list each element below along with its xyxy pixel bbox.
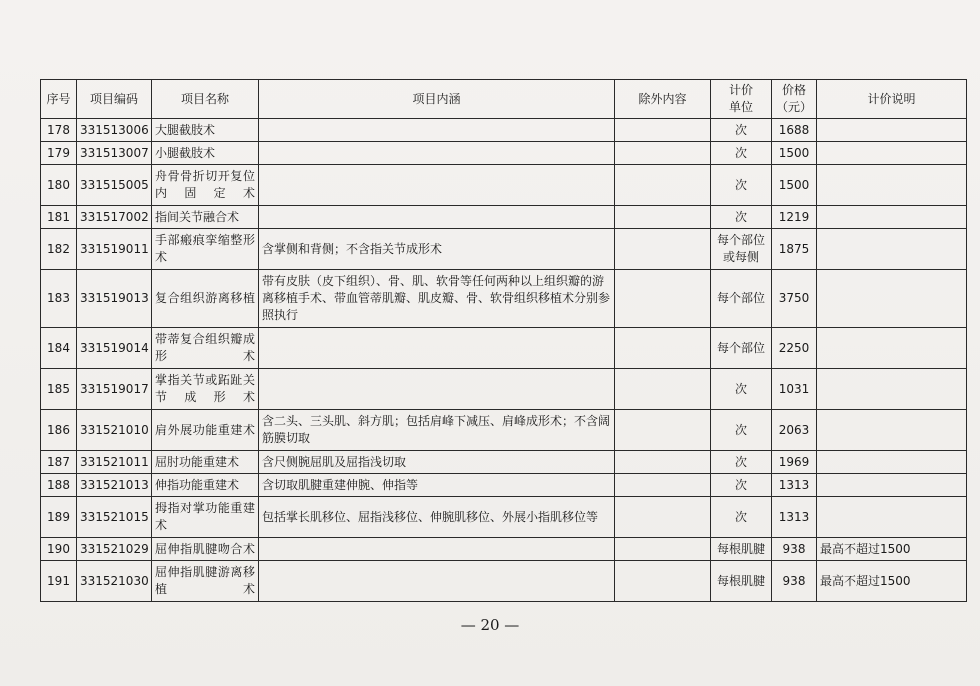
row-code: 331519011 [77, 229, 152, 270]
row-note [817, 328, 967, 369]
row-note [817, 165, 967, 206]
row-seq: 189 [41, 497, 77, 538]
row-content: 带有皮肤（皮下组织）、骨、肌、软骨等任何两种以上组织瓣的游离移植手术、带血管蒂肌瓣、肌皮瓣、骨、软骨组织移植术分别参照执行 [259, 270, 615, 328]
table-row [41, 369, 967, 410]
row-except [615, 451, 711, 474]
row-content [259, 538, 615, 561]
header-unit: 计价 单位 [711, 80, 772, 119]
row-note [817, 369, 967, 410]
row-code: 331513007 [77, 142, 152, 165]
row-note [817, 451, 967, 474]
row-price: 2250 [772, 328, 817, 369]
row-seq: 190 [41, 538, 77, 561]
row-name: 舟骨骨折切开复位内固定术 [152, 165, 259, 206]
row-name: 伸指功能重建术 [152, 474, 259, 497]
row-unit: 每根肌腱 [711, 561, 772, 602]
row-content: 包括掌长肌移位、屈指浅移位、伸腕肌移位、外展小指肌移位等 [259, 497, 615, 538]
row-note [817, 206, 967, 229]
row-except [615, 369, 711, 410]
header-code: 项目编码 [77, 80, 152, 119]
row-price: 1313 [772, 474, 817, 497]
row-price: 938 [772, 538, 817, 561]
row-seq: 186 [41, 410, 77, 451]
row-unit: 每个部位或每侧 [711, 229, 772, 270]
row-content [259, 328, 615, 369]
header-content: 项目内涵 [259, 80, 615, 119]
row-unit: 次 [711, 369, 772, 410]
row-unit: 次 [711, 119, 772, 142]
table-row [41, 410, 967, 451]
row-content: 含切取肌腱重建伸腕、伸指等 [259, 474, 615, 497]
header-except: 除外内容 [615, 80, 711, 119]
row-note [817, 410, 967, 451]
table-row [41, 165, 967, 206]
header-note: 计价说明 [817, 80, 967, 119]
row-note [817, 119, 967, 142]
row-unit: 次 [711, 474, 772, 497]
row-code: 331521029 [77, 538, 152, 561]
row-content [259, 369, 615, 410]
row-seq: 188 [41, 474, 77, 497]
price-table [40, 79, 967, 602]
row-name: 带蒂复合组织瓣成形术 [152, 328, 259, 369]
row-except [615, 497, 711, 538]
row-note [817, 497, 967, 538]
row-unit: 次 [711, 497, 772, 538]
row-seq: 180 [41, 165, 77, 206]
row-except [615, 328, 711, 369]
table-row [41, 270, 967, 328]
row-note [817, 229, 967, 270]
row-content [259, 119, 615, 142]
row-note: 最高不超过1500 [817, 561, 967, 602]
row-name: 指间关节融合术 [152, 206, 259, 229]
row-price: 938 [772, 561, 817, 602]
row-seq: 181 [41, 206, 77, 229]
row-seq: 178 [41, 119, 77, 142]
table-row [41, 451, 967, 474]
row-price: 1313 [772, 497, 817, 538]
row-except [615, 165, 711, 206]
row-unit: 次 [711, 165, 772, 206]
row-content: 含掌侧和背侧；不含指关节成形术 [259, 229, 615, 270]
row-price: 1969 [772, 451, 817, 474]
row-price: 1500 [772, 142, 817, 165]
row-name: 掌指关节或跖趾关节成形术 [152, 369, 259, 410]
row-code: 331517002 [77, 206, 152, 229]
row-seq: 183 [41, 270, 77, 328]
row-except [615, 206, 711, 229]
row-code: 331521030 [77, 561, 152, 602]
row-seq: 185 [41, 369, 77, 410]
row-seq: 191 [41, 561, 77, 602]
row-code: 331513006 [77, 119, 152, 142]
row-price: 1500 [772, 165, 817, 206]
header-seq: 序号 [41, 80, 77, 119]
row-price: 1031 [772, 369, 817, 410]
row-except [615, 561, 711, 602]
row-code: 331519017 [77, 369, 152, 410]
row-seq: 179 [41, 142, 77, 165]
row-name: 拇指对掌功能重建术 [152, 497, 259, 538]
row-except [615, 142, 711, 165]
row-code: 331521015 [77, 497, 152, 538]
row-unit: 每根肌腱 [711, 538, 772, 561]
row-name: 小腿截肢术 [152, 142, 259, 165]
row-note [817, 142, 967, 165]
row-name: 手部瘢痕挛缩整形术 [152, 229, 259, 270]
table-row [41, 142, 967, 165]
row-content [259, 561, 615, 602]
row-price: 2063 [772, 410, 817, 451]
row-content [259, 206, 615, 229]
row-name: 大腿截肢术 [152, 119, 259, 142]
row-content: 含尺侧腕屈肌及屈指浅切取 [259, 451, 615, 474]
row-note: 最高不超过1500 [817, 538, 967, 561]
table-row [41, 497, 967, 538]
row-name: 屈伸指肌腱吻合术 [152, 538, 259, 561]
row-code: 331519014 [77, 328, 152, 369]
table-header-row [41, 80, 967, 119]
row-name: 复合组织游离移植 [152, 270, 259, 328]
page-number: — 20 — [460, 616, 520, 634]
row-except [615, 270, 711, 328]
table-row [41, 229, 967, 270]
row-unit: 次 [711, 410, 772, 451]
row-code: 331519013 [77, 270, 152, 328]
table-row [41, 538, 967, 561]
row-unit: 每个部位 [711, 270, 772, 328]
table-row [41, 328, 967, 369]
row-content [259, 165, 615, 206]
row-price: 1875 [772, 229, 817, 270]
row-seq: 187 [41, 451, 77, 474]
row-note [817, 270, 967, 328]
row-except [615, 538, 711, 561]
table-body [41, 119, 967, 602]
row-note [817, 474, 967, 497]
table-row [41, 474, 967, 497]
row-unit: 每个部位 [711, 328, 772, 369]
header-name: 项目名称 [152, 80, 259, 119]
table-row [41, 119, 967, 142]
row-price: 1688 [772, 119, 817, 142]
row-name: 屈伸指肌腱游离移植术 [152, 561, 259, 602]
row-unit: 次 [711, 451, 772, 474]
row-except [615, 229, 711, 270]
row-seq: 184 [41, 328, 77, 369]
row-price: 3750 [772, 270, 817, 328]
row-except [615, 410, 711, 451]
table-row [41, 206, 967, 229]
header-price: 价格 （元） [772, 80, 817, 119]
row-price: 1219 [772, 206, 817, 229]
row-code: 331521011 [77, 451, 152, 474]
row-name: 屈肘功能重建术 [152, 451, 259, 474]
row-except [615, 474, 711, 497]
row-unit: 次 [711, 206, 772, 229]
table-row [41, 561, 967, 602]
row-seq: 182 [41, 229, 77, 270]
row-code: 331515005 [77, 165, 152, 206]
row-content [259, 142, 615, 165]
row-code: 331521010 [77, 410, 152, 451]
row-except [615, 119, 711, 142]
row-content: 含二头、三头肌、斜方肌；包括肩峰下减压、肩峰成形术；不含阔筋膜切取 [259, 410, 615, 451]
row-unit: 次 [711, 142, 772, 165]
row-name: 肩外展功能重建术 [152, 410, 259, 451]
row-code: 331521013 [77, 474, 152, 497]
